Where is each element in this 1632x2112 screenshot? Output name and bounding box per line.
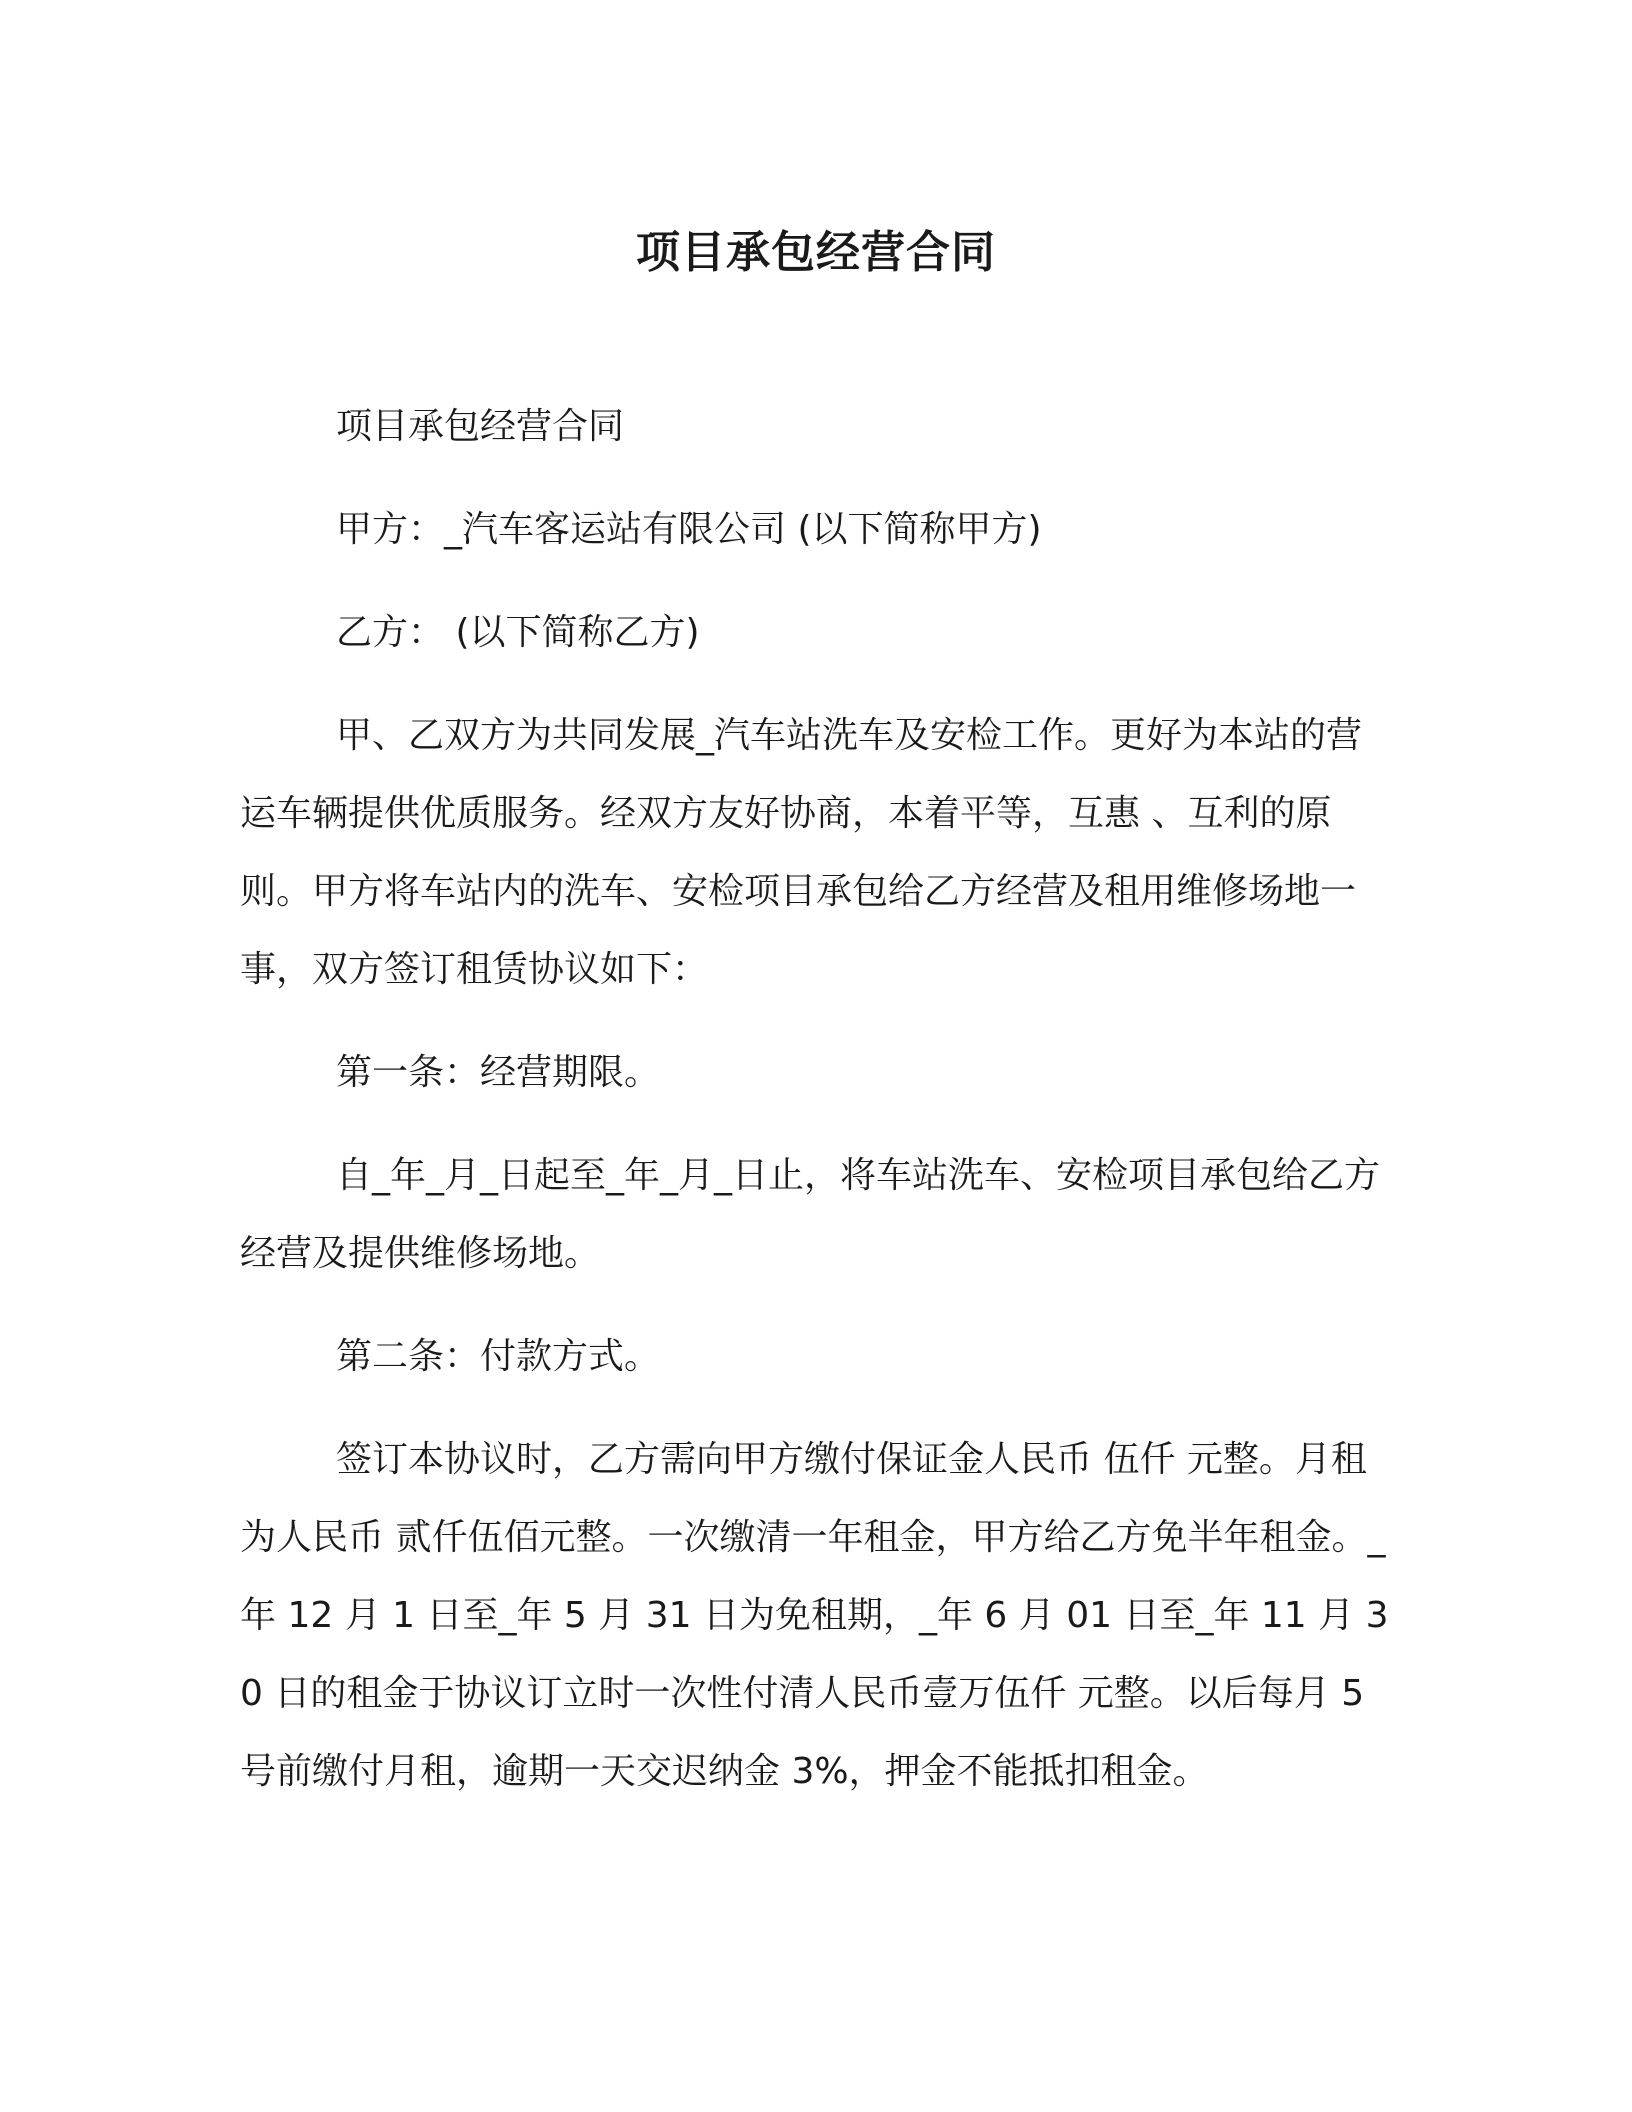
paragraph-article-2-heading: 第二条：付款方式。 bbox=[336, 1336, 661, 1377]
document-title: 项目承包经营合同 bbox=[636, 227, 996, 278]
paragraph-article-1-heading: 第一条：经营期限。 bbox=[336, 1052, 661, 1093]
paragraph-party-b: 乙方： (以下简称乙方) bbox=[336, 612, 700, 653]
paragraph-article-2-body: 签订本协议时，乙方需向甲方缴付保证金人民币 伍仟 元整。月租为人民币 贰仟伍佰元整。一次缴清一年租金，甲方给乙方免半年租金。_年 12 月 1 日至_年 5 月 31 日为免租期，_年 6 月 01 日至_年 11 月 30 日的租金于协议订立时一次性付清人民币壹万伍仟 元整。以后每月 5 号前缴付月租，逾期一天交迟纳金 3%，押金不能抵扣租金。 bbox=[240, 1439, 1389, 1792]
paragraph-preamble: 甲、乙双方为共同发展_汽车站洗车及安检工作。更好为本站的营运车辆提供优质服务。经双方友好协商，本着平等，互惠 、互利的原则。甲方将车站内的洗车、安检项目承包给乙方经营及租用维修场地一事，双方签订租赁协议如下： bbox=[240, 715, 1363, 990]
paragraph-party-a: 甲方：_汽车客运站有限公司 (以下简称甲方) bbox=[336, 509, 1042, 550]
paragraph-heading: 项目承包经营合同 bbox=[336, 406, 625, 447]
paragraph-article-1-body: 自_年_月_日起至_年_月_日止，将车站洗车、安检项目承包给乙方经营及提供维修场地。 bbox=[240, 1155, 1381, 1274]
document-body bbox=[240, 388, 1390, 1836]
